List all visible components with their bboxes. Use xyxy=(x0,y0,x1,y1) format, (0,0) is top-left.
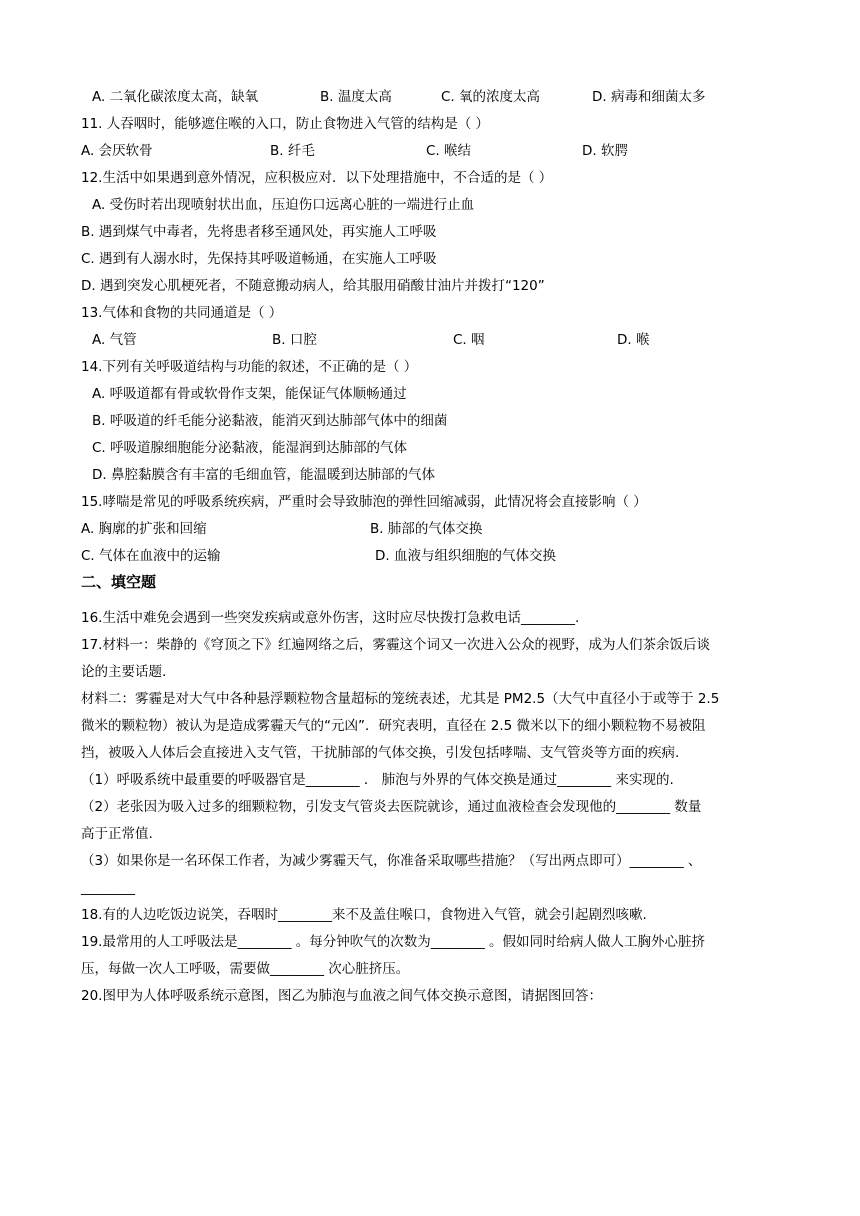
q17-material1-line1: 17.材料一：柴静的《穹顶之下》红遍网络之后，雾霾这个词又一次进入公众的视野，成为人们茶余饭后谈 xyxy=(81,637,710,653)
q15-option-b: B. 肺部的气体交换 xyxy=(370,521,483,537)
q15-stem: 15.哮喘是常见的呼吸系统疾病，严重时会导致肺泡的弹性回缩减弱，此情况将会直接影响（ ） xyxy=(81,494,647,510)
q17-material1-line2: 论的主要话题. xyxy=(81,664,167,680)
section-heading-fill-in: 二、填空题 xyxy=(81,573,157,591)
q18-text: 18.有的人边吃饭边说笑，吞咽时________来不及盖住喉口，食物进入气管，就会引起剧烈咳嗽. xyxy=(81,907,647,923)
q17-part3-line1: （3）如果你是一名环保工作者，为减少雾霾天气，你准备采取哪些措施？（写出两点即可）________ 、 xyxy=(81,853,702,869)
q14-option-d: D. 鼻腔黏膜含有丰富的毛细血管，能温暖到达肺部的气体 xyxy=(92,467,435,483)
q10-option-a: A. 二氧化碳浓度太高，缺氧 xyxy=(92,89,259,105)
q17-part3-line2: ________ xyxy=(81,880,135,896)
q20-text: 20.图甲为人体呼吸系统示意图，图乙为肺泡与血液之间气体交换示意图，请据图回答： xyxy=(81,988,602,1004)
q14-stem: 14.下列有关呼吸道结构与功能的叙述，不正确的是（ ） xyxy=(81,359,418,375)
q11-option-d: D. 软腭 xyxy=(582,143,628,159)
q15-option-c: C. 气体在血液中的运输 xyxy=(81,548,221,564)
q13-option-d: D. 喉 xyxy=(617,332,650,348)
q19-line1: 19.最常用的人工呼吸法是________ 。每分钟吹气的次数为________ 。假如同时给病人做人工胸外心脏挤 xyxy=(81,934,706,950)
q17-part2-line2: 高于正常值. xyxy=(81,826,153,842)
q14-option-a: A. 呼吸道都有骨或软骨作支架，能保证气体顺畅通过 xyxy=(92,386,407,402)
q12-option-b: B. 遇到煤气中毒者，先将患者移至通风处，再实施人工呼吸 xyxy=(81,224,437,240)
q15-option-d: D. 血液与组织细胞的气体交换 xyxy=(375,548,556,564)
q14-option-b: B. 呼吸道的纤毛能分泌黏液，能消灭到达肺部气体中的细菌 xyxy=(92,413,448,429)
q14-option-c: C. 呼吸道腺细胞能分泌黏液，能湿润到达肺部的气体 xyxy=(92,440,408,456)
q13-option-c: C. 咽 xyxy=(453,332,485,348)
q17-part2-line1: （2）老张因为吸入过多的细颗粒物，引发支气管炎去医院就诊，通过血液检查会发现他的________ 数量 xyxy=(81,799,702,815)
q12-stem: 12.生活中如果遇到意外情况，应积极应对．以下处理措施中，不合适的是（ ） xyxy=(81,170,553,186)
q10-option-d: D. 病毒和细菌太多 xyxy=(592,89,706,105)
q11-option-c: C. 喉结 xyxy=(426,143,472,159)
q11-stem: 11. 人吞咽时，能够遮住喉的入口，防止食物进入气管的结构是（ ） xyxy=(81,116,490,132)
q12-option-d: D. 遇到突发心肌梗死者，不随意搬动病人，给其服用硝酸甘油片并拨打“120” xyxy=(81,278,545,294)
q17-material2-line2: 微米的颗粒物）被认为是造成雾霾天气的“元凶”．研究表明，直径在 2.5 微米以下的细小颗粒物不易被阻 xyxy=(81,718,706,734)
q11-option-a: A. 会厌软骨 xyxy=(81,143,153,159)
q13-option-a: A. 气管 xyxy=(92,332,137,348)
q10-option-c: C. 氧的浓度太高 xyxy=(441,89,541,105)
q12-option-a: A. 受伤时若出现喷射状出血，压迫伤口远离心脏的一端进行止血 xyxy=(92,197,475,213)
q12-option-c: C. 遇到有人溺水时，先保持其呼吸道畅通，在实施人工呼吸 xyxy=(81,251,437,267)
q13-option-b: B. 口腔 xyxy=(272,332,317,348)
q10-option-b: B. 温度太高 xyxy=(320,89,392,105)
q17-material2-line3: 挡，被吸入人体后会直接进入支气管，干扰肺部的气体交换，引发包括哮喘、支气管炎等方面的疾病. xyxy=(81,745,680,761)
q17-material2-line1: 材料二：雾霾是对大气中各种悬浮颗粒物含量超标的笼统表述，尤其是 PM2.5（大气中直径小于或等于 2.5 xyxy=(81,691,720,707)
q19-line2: 压，每做一次人工呼吸，需要做________ 次心脏挤压。 xyxy=(81,961,410,977)
q16-text: 16.生活中难免会遇到一些突发疾病或意外伤害，这时应尽快拨打急救电话________. xyxy=(81,610,580,626)
q15-option-a: A. 胸廓的扩张和回缩 xyxy=(81,521,207,537)
q13-stem: 13.气体和食物的共同通道是（ ） xyxy=(81,305,283,321)
q17-part1: （1）呼吸系统中最重要的呼吸器官是________ ． 肺泡与外界的气体交换是通过________ 来实现的. xyxy=(81,772,674,788)
q11-option-b: B. 纤毛 xyxy=(270,143,315,159)
